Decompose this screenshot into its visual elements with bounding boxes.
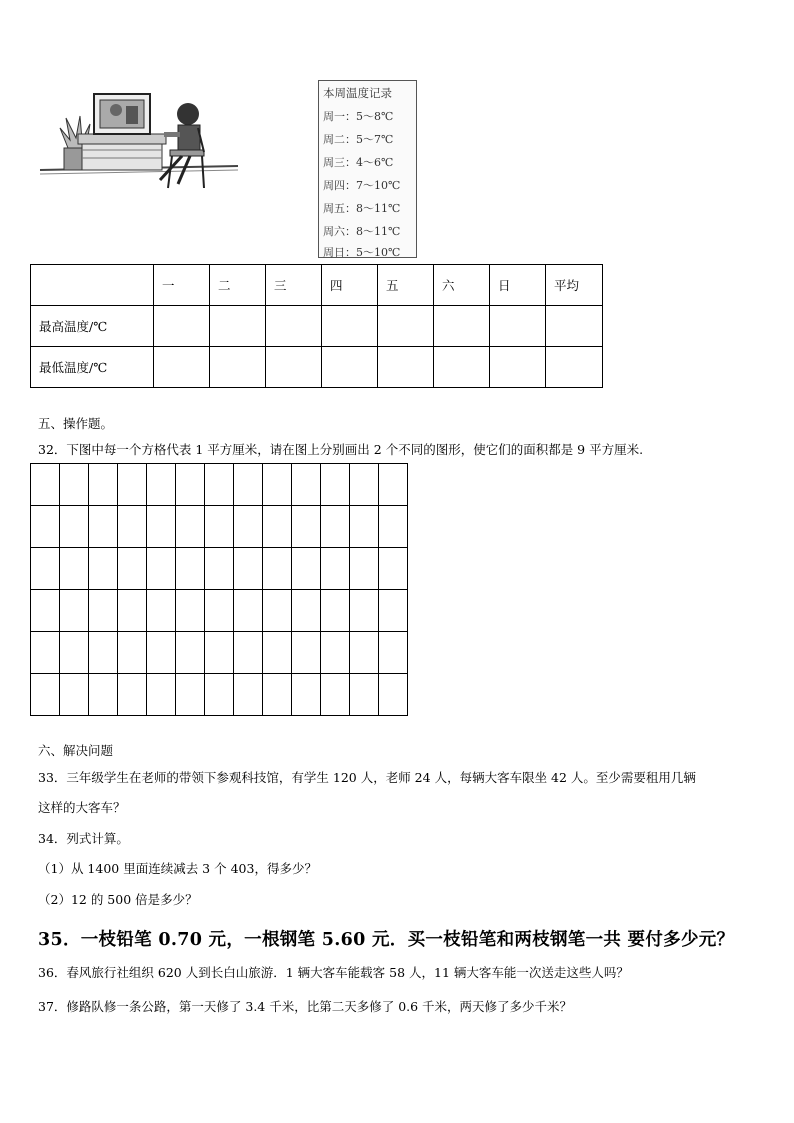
grid-square[interactable] (321, 590, 350, 632)
grid-square[interactable] (379, 506, 408, 548)
grid-square[interactable] (350, 548, 379, 590)
record-row: 周六：8～11℃ (323, 225, 401, 238)
answer-cell[interactable] (490, 347, 546, 388)
grid-square[interactable] (263, 464, 292, 506)
grid-row (31, 674, 408, 716)
grid-square[interactable] (292, 548, 321, 590)
grid-square[interactable] (205, 674, 234, 716)
drawing-grid[interactable] (30, 463, 408, 716)
grid-square[interactable] (379, 464, 408, 506)
section-6-title: 六、解决问题 (38, 743, 114, 758)
grid-square[interactable] (176, 464, 205, 506)
record-row: 周二：5～7℃ (323, 133, 394, 146)
grid-square[interactable] (147, 548, 176, 590)
grid-square[interactable] (292, 506, 321, 548)
record-row: 周五：8～11℃ (323, 202, 401, 215)
grid-square[interactable] (118, 506, 147, 548)
table-row (31, 347, 603, 388)
grid-square[interactable] (379, 590, 408, 632)
header-cell: 三 (266, 265, 322, 306)
question-34-title: 34．列式计算。 (38, 831, 129, 846)
grid-square[interactable] (147, 674, 176, 716)
answer-cell[interactable] (322, 306, 378, 347)
header-cell: 四 (322, 265, 378, 306)
answer-cell[interactable] (210, 347, 266, 388)
grid-square[interactable] (176, 506, 205, 548)
grid-square[interactable] (205, 548, 234, 590)
grid-square[interactable] (176, 548, 205, 590)
grid-square[interactable] (60, 632, 89, 674)
header-cell: 五 (378, 265, 434, 306)
answer-cell[interactable] (154, 347, 210, 388)
grid-square[interactable] (205, 464, 234, 506)
grid-square[interactable] (350, 506, 379, 548)
grid-square[interactable] (234, 590, 263, 632)
grid-square[interactable] (379, 548, 408, 590)
header-cell: 一 (154, 265, 210, 306)
record-row: 周四：7～10℃ (323, 179, 401, 192)
grid-square[interactable] (321, 674, 350, 716)
grid-square[interactable] (118, 632, 147, 674)
child-watching-tv-illustration (38, 88, 243, 193)
temperature-record-card (318, 80, 417, 258)
row-label: 最低温度/℃ (31, 347, 154, 388)
header-cell: 平均 (546, 265, 603, 306)
grid-row (31, 548, 408, 590)
answer-cell[interactable] (154, 306, 210, 347)
record-row: 周三：4～6℃ (323, 156, 394, 169)
answer-cell[interactable] (322, 347, 378, 388)
grid-square[interactable] (60, 506, 89, 548)
question-33-line-1: 33．三年级学生在老师的带领下参观科技馆，有学生 120 人，老师 24 人，每辆大客车限坐 42 人。至少需要租用几辆 (38, 770, 696, 785)
header-cell: 二 (210, 265, 266, 306)
row-label: 最高温度/℃ (31, 306, 154, 347)
grid-square[interactable] (89, 548, 118, 590)
grid-square[interactable] (263, 674, 292, 716)
grid-square[interactable] (321, 548, 350, 590)
question-35: 35．一枝铅笔 0.70 元，一根钢笔 5.60 元．买一枝铅笔和两枝钢笔一共 要付多少元？ (38, 930, 735, 950)
grid-row (31, 464, 408, 506)
grid-square[interactable] (350, 464, 379, 506)
answer-cell[interactable] (210, 306, 266, 347)
answer-cell[interactable] (266, 306, 322, 347)
grid-square[interactable] (234, 632, 263, 674)
grid-square[interactable] (147, 506, 176, 548)
grid-square[interactable] (234, 506, 263, 548)
grid-square[interactable] (118, 548, 147, 590)
grid-square[interactable] (379, 674, 408, 716)
grid-square[interactable] (118, 674, 147, 716)
grid-square[interactable] (321, 464, 350, 506)
grid-square[interactable] (321, 506, 350, 548)
grid-square[interactable] (234, 674, 263, 716)
grid-square[interactable] (147, 464, 176, 506)
grid-square[interactable] (234, 548, 263, 590)
grid-square[interactable] (118, 590, 147, 632)
grid-row (31, 506, 408, 548)
grid-square[interactable] (379, 632, 408, 674)
table-header-row (31, 265, 603, 306)
question-34-sub-2: （2）12 的 500 倍是多少？ (38, 892, 198, 907)
header-cell: 六 (434, 265, 490, 306)
grid-square[interactable] (31, 548, 60, 590)
grid-square[interactable] (89, 674, 118, 716)
header-cell: 日 (490, 265, 546, 306)
grid-square[interactable] (263, 590, 292, 632)
grid-square[interactable] (263, 506, 292, 548)
temperature-table (30, 264, 603, 388)
grid-square[interactable] (60, 464, 89, 506)
grid-square[interactable] (147, 590, 176, 632)
question-37: 37．修路队修一条公路，第一天修了 3.4 千米，比第二天多修了 0.6 千米，两天修了多少千米？ (38, 999, 573, 1014)
question-32: 32．下图中每一个方格代表 1 平方厘米，请在图上分别画出 2 个不同的图形，使它们的面积都是 9 平方厘米. (38, 442, 644, 457)
grid-square[interactable] (350, 632, 379, 674)
answer-cell[interactable] (546, 347, 603, 388)
answer-cell[interactable] (378, 347, 434, 388)
grid-square[interactable] (176, 632, 205, 674)
record-title: 本周温度记录 (323, 86, 392, 100)
grid-square[interactable] (31, 632, 60, 674)
question-34-sub-1: （1）从 1400 里面连续减去 3 个 403，得多少？ (38, 861, 317, 876)
grid-square[interactable] (234, 464, 263, 506)
answer-cell[interactable] (434, 347, 490, 388)
grid-square[interactable] (321, 632, 350, 674)
grid-square[interactable] (118, 464, 147, 506)
grid-square[interactable] (263, 632, 292, 674)
grid-square[interactable] (89, 632, 118, 674)
grid-square[interactable] (147, 632, 176, 674)
grid-square[interactable] (205, 590, 234, 632)
grid-square[interactable] (350, 674, 379, 716)
grid-square[interactable] (292, 590, 321, 632)
record-row: 周一：5～8℃ (323, 110, 394, 123)
grid-square[interactable] (263, 548, 292, 590)
grid-row (31, 632, 408, 674)
answer-cell[interactable] (266, 347, 322, 388)
grid-square[interactable] (350, 590, 379, 632)
grid-square[interactable] (60, 590, 89, 632)
grid-square[interactable] (89, 590, 118, 632)
answer-cell[interactable] (490, 306, 546, 347)
grid-square[interactable] (31, 674, 60, 716)
grid-square[interactable] (31, 464, 60, 506)
grid-square[interactable] (89, 464, 118, 506)
grid-square[interactable] (60, 548, 89, 590)
grid-square[interactable] (205, 632, 234, 674)
grid-square[interactable] (292, 632, 321, 674)
table-row (31, 306, 603, 347)
grid-square[interactable] (176, 674, 205, 716)
header-cell (31, 265, 154, 306)
grid-square[interactable] (89, 506, 118, 548)
grid-square[interactable] (31, 590, 60, 632)
answer-cell[interactable] (434, 306, 490, 347)
question-33-line-2: 这样的大客车？ (38, 800, 126, 815)
grid-row (31, 590, 408, 632)
grid-square[interactable] (292, 464, 321, 506)
grid-square[interactable] (60, 674, 89, 716)
grid-square[interactable] (176, 590, 205, 632)
answer-cell[interactable] (378, 306, 434, 347)
grid-square[interactable] (292, 674, 321, 716)
question-36: 36．春风旅行社组织 620 人到长白山旅游．1 辆大客车能载客 58 人，11 辆大客车能一次送走这些人吗？ (38, 965, 629, 980)
grid-square[interactable] (31, 506, 60, 548)
answer-cell[interactable] (546, 306, 603, 347)
section-5-title: 五、操作题。 (38, 416, 114, 431)
grid-square[interactable] (205, 506, 234, 548)
record-row: 周日：5～10℃ (323, 246, 401, 259)
